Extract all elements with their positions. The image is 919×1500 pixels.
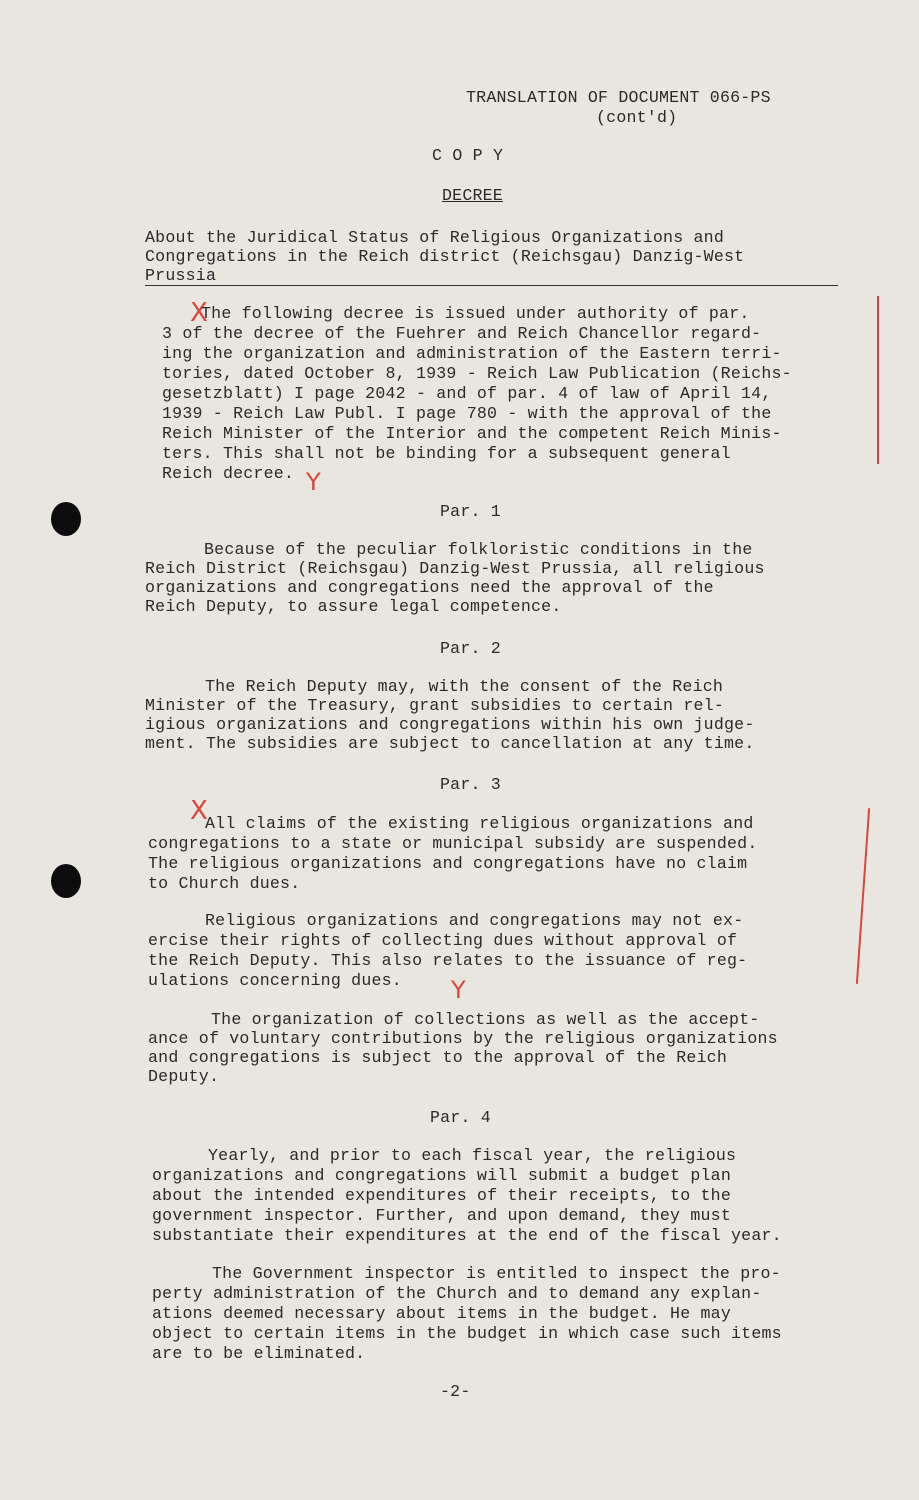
- subject-line: About the Juridical Status of Religious Organizations and: [145, 228, 724, 247]
- par-line: organizations and congregations need the approval of the: [145, 578, 714, 597]
- subject-line: Congregations in the Reich district (Reichsgau) Danzig-West: [145, 247, 745, 266]
- par-line: ations deemed necessary about items in the budget. He may: [152, 1304, 731, 1323]
- translation-header-cont: (cont'd): [596, 108, 678, 127]
- par-line: substantiate their expenditures at the end of the fiscal year.: [152, 1226, 782, 1245]
- par-line: The organization of collections as well as the accept-: [211, 1010, 760, 1029]
- page-number: -2-: [440, 1382, 471, 1401]
- preamble-line: tories, dated October 8, 1939 - Reich Law Publication (Reichs-: [162, 364, 792, 383]
- par-line: and congregations is subject to the approval of the Reich: [148, 1048, 727, 1067]
- red-x-mark: X: [190, 298, 208, 328]
- par-line: are to be eliminated.: [152, 1344, 366, 1363]
- punch-hole-bottom: [51, 864, 81, 898]
- red-margin-bracket: [856, 808, 870, 984]
- par-line: about the intended expenditures of their receipts, to the: [152, 1186, 731, 1205]
- subject-line: Prussia: [145, 266, 217, 285]
- par-line: igious organizations and congregations within his own judge-: [145, 715, 755, 734]
- par-line: government inspector. Further, and upon demand, they must: [152, 1206, 731, 1225]
- par-line: perty administration of the Church and to demand any explan-: [152, 1284, 762, 1303]
- par-line: congregations to a state or municipal subsidy are suspended.: [148, 834, 758, 853]
- preamble-line: 1939 - Reich Law Publ. I page 780 - with the approval of the: [162, 404, 772, 423]
- preamble-line: ters. This shall not be binding for a subsequent general: [162, 444, 731, 463]
- preamble-line: ing the organization and administration of the Eastern terri-: [162, 344, 782, 363]
- par-line: Religious organizations and congregations may not ex-: [205, 911, 744, 930]
- red-margin-bracket: [877, 296, 879, 464]
- par-line: The religious organizations and congregations have no claim: [148, 854, 748, 873]
- preamble-line: The following decree is issued under authority of par.: [201, 304, 750, 323]
- par-line: Because of the peculiar folkloristic conditions in the: [204, 540, 753, 559]
- preamble-line: gesetzblatt) I page 2042 - and of par. 4 of law of April 14,: [162, 384, 772, 403]
- par-line: ment. The subsidies are subject to cancellation at any time.: [145, 734, 755, 753]
- preamble-line: Reich Minister of the Interior and the competent Reich Minis-: [162, 424, 782, 443]
- red-y-mark: Y: [451, 976, 466, 1004]
- par-heading: Par. 1: [440, 502, 501, 521]
- par-line: Reich Deputy, to assure legal competence.: [145, 597, 562, 616]
- par-line: All claims of the existing religious organizations and: [205, 814, 754, 833]
- translation-header: TRANSLATION OF DOCUMENT 066-PS: [466, 88, 771, 107]
- par-heading: Par. 4: [430, 1108, 491, 1127]
- par-line: Yearly, and prior to each fiscal year, the religious: [208, 1146, 737, 1165]
- red-x-mark: X: [190, 796, 208, 826]
- par-line: to Church dues.: [148, 874, 301, 893]
- par-heading: Par. 2: [440, 639, 501, 658]
- par-line: ulations concerning dues.: [148, 971, 402, 990]
- par-line: object to certain items in the budget in which case such items: [152, 1324, 782, 1343]
- preamble-line: 3 of the decree of the Fuehrer and Reich Chancellor regard-: [162, 324, 762, 343]
- par-line: Deputy.: [148, 1067, 220, 1086]
- copy-label: C O P Y: [432, 146, 504, 165]
- par-line: The Government inspector is entitled to inspect the pro-: [212, 1264, 781, 1283]
- par-line: The Reich Deputy may, with the consent of the Reich: [205, 677, 724, 696]
- par-line: Minister of the Treasury, grant subsidies to certain rel-: [145, 696, 724, 715]
- preamble-line: Reich decree.: [162, 464, 295, 483]
- red-y-mark: Y: [306, 468, 321, 496]
- par-heading: Par. 3: [440, 775, 501, 794]
- par-line: ance of voluntary contributions by the religious organizations: [148, 1029, 778, 1048]
- decree-title: DECREE: [442, 186, 503, 205]
- par-line: ercise their rights of collecting dues without approval of: [148, 931, 738, 950]
- par-line: organizations and congregations will submit a budget plan: [152, 1166, 731, 1185]
- par-line: Reich District (Reichsgau) Danzig-West Prussia, all religious: [145, 559, 765, 578]
- subject-underline: [145, 285, 838, 286]
- punch-hole-top: [51, 502, 81, 536]
- par-line: the Reich Deputy. This also relates to the issuance of reg-: [148, 951, 748, 970]
